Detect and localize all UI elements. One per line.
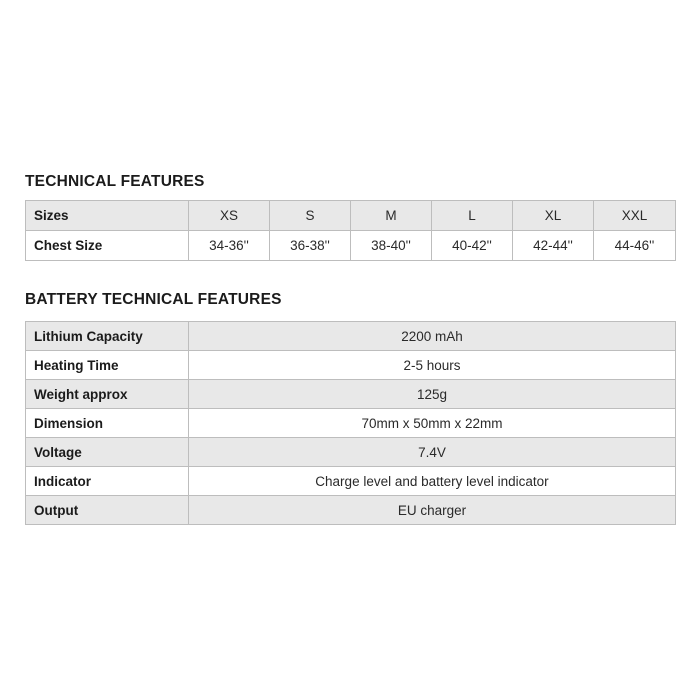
battery-row-value: 125g: [189, 380, 676, 409]
technical-features-title: TECHNICAL FEATURES: [25, 173, 205, 190]
chest-size-label: Chest Size: [26, 231, 189, 261]
sizes-row: [26, 201, 676, 231]
size-cell: L: [432, 201, 513, 231]
size-cell: M: [351, 201, 432, 231]
chest-cell: 34-36'': [189, 231, 270, 261]
battery-row: [26, 351, 676, 380]
size-table: [25, 200, 676, 261]
battery-features-title: BATTERY TECHNICAL FEATURES: [25, 291, 282, 308]
size-cell: XXL: [594, 201, 676, 231]
size-cell: XL: [513, 201, 594, 231]
battery-row-value: Charge level and battery level indicator: [189, 467, 676, 496]
chest-size-row: [26, 231, 676, 261]
battery-row-label: Output: [26, 496, 189, 525]
battery-row-label: Voltage: [26, 438, 189, 467]
battery-row: [26, 322, 676, 351]
battery-row: [26, 380, 676, 409]
battery-row: [26, 409, 676, 438]
size-cell: XS: [189, 201, 270, 231]
size-cell: S: [270, 201, 351, 231]
battery-row: [26, 496, 676, 525]
battery-row-label: Indicator: [26, 467, 189, 496]
battery-row-label: Heating Time: [26, 351, 189, 380]
sizes-label: Sizes: [26, 201, 189, 231]
battery-row-value: EU charger: [189, 496, 676, 525]
battery-row-value: 2200 mAh: [189, 322, 676, 351]
chest-cell: 42-44'': [513, 231, 594, 261]
chest-cell: 36-38'': [270, 231, 351, 261]
battery-table: [25, 321, 676, 525]
battery-row-label: Lithium Capacity: [26, 322, 189, 351]
battery-row: [26, 467, 676, 496]
battery-row-label: Weight approx: [26, 380, 189, 409]
battery-row-value: 2-5 hours: [189, 351, 676, 380]
battery-row-value: 7.4V: [189, 438, 676, 467]
chest-cell: 40-42'': [432, 231, 513, 261]
battery-row: [26, 438, 676, 467]
chest-cell: 38-40'': [351, 231, 432, 261]
battery-row-value: 70mm x 50mm x 22mm: [189, 409, 676, 438]
battery-row-label: Dimension: [26, 409, 189, 438]
chest-cell: 44-46'': [594, 231, 676, 261]
